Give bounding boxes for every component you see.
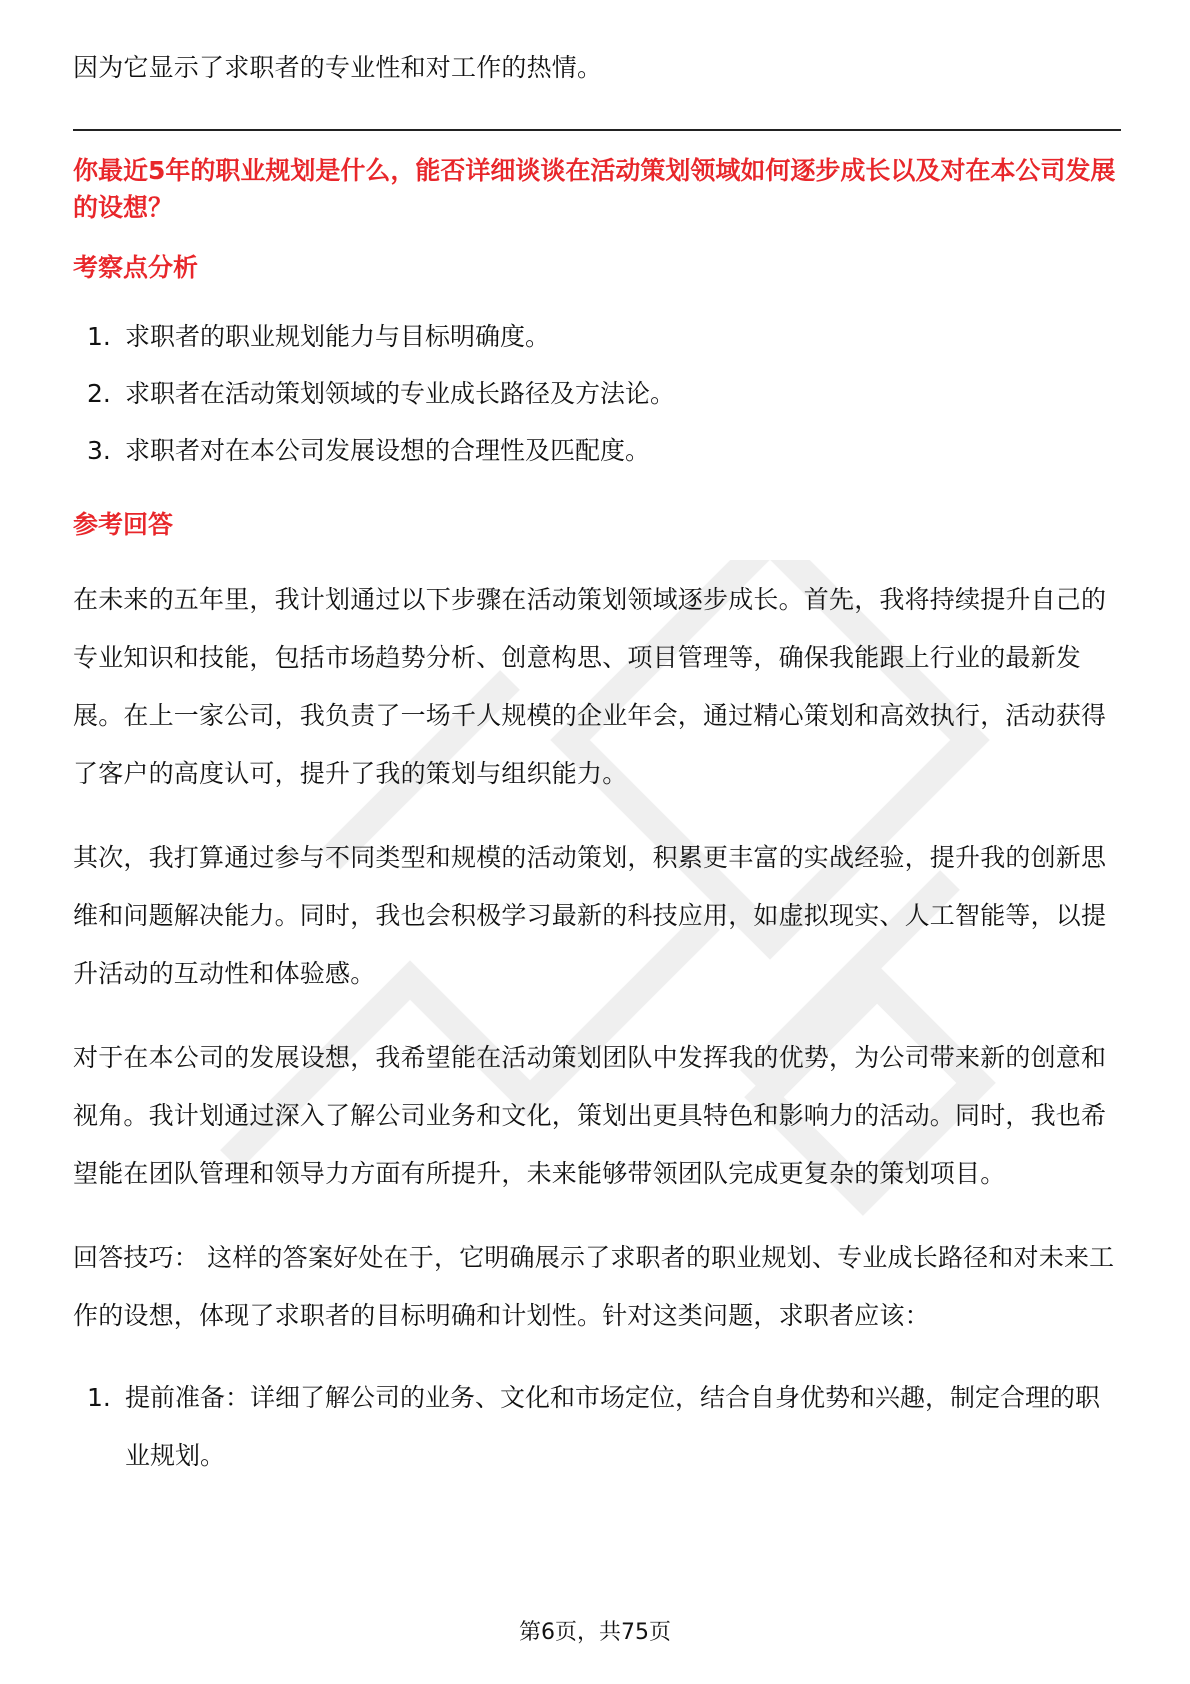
analysis-list [73,308,1121,479]
list-item-text: 求职者在活动策划领域的专业成长路径及方法论。 [125,379,676,408]
section-divider [73,129,1121,131]
question-heading: 你最近5年的职业规划是什么，能否详细谈谈在活动策划领域如何逐步成长以及对在本公司发展的设想？ [73,156,1116,222]
list-item [73,308,1121,365]
page-content [73,48,1121,1485]
page-number-footer: 第6页，共75页 [519,1620,671,1645]
answer-tips-paragraph: 回答技巧： 这样的答案好处在于，它明确展示了求职者的职业规划、专业成长路径和对未来工作的设想，体现了求职者的目标明确和计划性。针对这类问题，求职者应该： [73,1243,1115,1330]
list-item-number: 2. [87,379,111,408]
answer-paragraph: 对于在本公司的发展设想，我希望能在活动策划团队中发挥我的优势，为公司带来新的创意和视角。我计划通过深入了解公司业务和文化，策划出更具特色和影响力的活动。同时，我也希望能在团队管理和领导力方面有所提升，未来能够带领团队完成更复杂的策划项目。 [73,1043,1107,1188]
list-item-text: 求职者的职业规划能力与目标明确度。 [125,322,551,351]
list-item-number: 1. [87,322,111,351]
list-item [73,365,1121,422]
intro-tail-text: 因为它显示了求职者的专业性和对工作的热情。 [73,53,603,82]
answer-paragraph: 其次，我打算通过参与不同类型和规模的活动策划，积累更丰富的实战经验，提升我的创新思维和问题解决能力。同时，我也会积极学习最新的科技应用，如虚拟现实、人工智能等，以提升活动的互动性和体验感。 [73,843,1107,988]
answer-paragraph: 在未来的五年里，我计划通过以下步骤在活动策划领域逐步成长。首先，我将持续提升自己的专业知识和技能，包括市场趋势分析、创意构思、项目管理等，确保我能跟上行业的最新发展。在上一家公司，我负责了一场千人规模的企业年会，通过精心策划和高效执行，活动获得了客户的高度认可，提升了我的策划与组织能力。 [73,585,1107,788]
list-item-number: 3. [87,436,111,465]
list-item-number: 1. [87,1383,111,1412]
list-item-text: 提前准备：详细了解公司的业务、文化和市场定位，结合自身优势和兴趣，制定合理的职业规划。 [125,1383,1101,1470]
answer-title: 参考回答 [73,510,174,539]
list-item [73,1369,1121,1485]
analysis-title: 考察点分析 [73,253,199,282]
list-item-text: 求职者对在本公司发展设想的合理性及匹配度。 [125,436,651,465]
tips-list [73,1369,1121,1485]
list-item [73,422,1121,479]
